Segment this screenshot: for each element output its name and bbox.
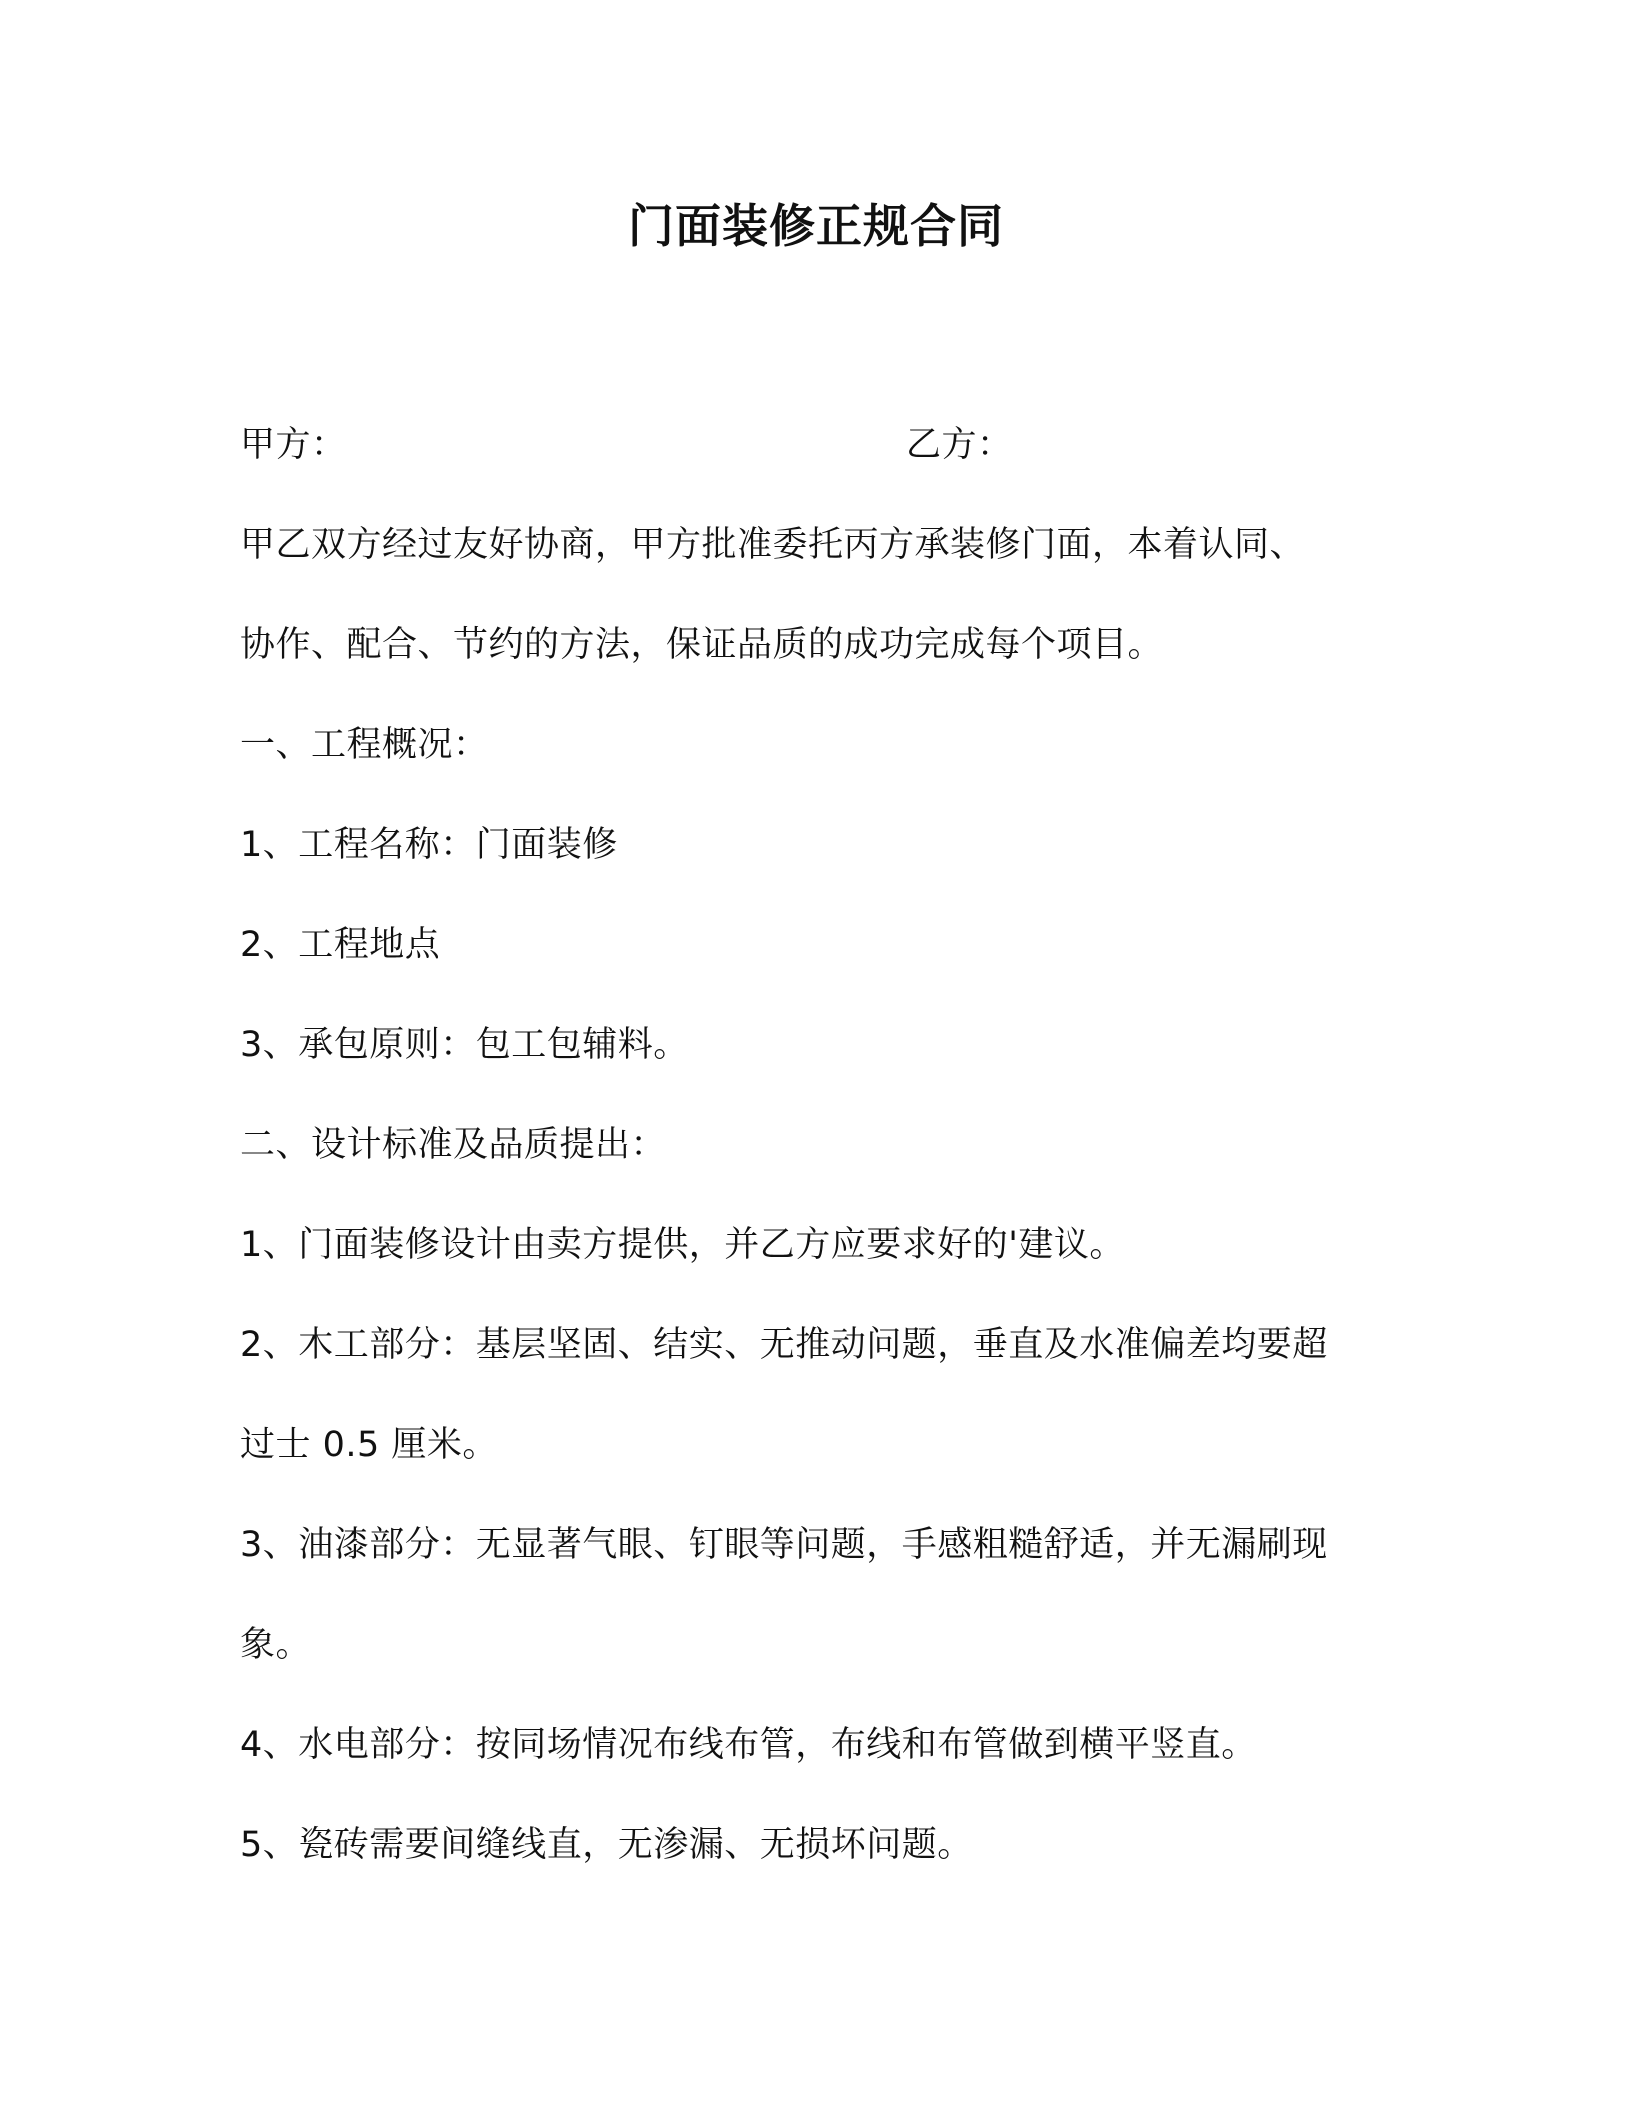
list-item-continuation: 过士 0.5 厘米。 <box>240 1425 498 1465</box>
paragraph-line: 协作、配合、节约的方法，保证品质的成功完成每个项目。 <box>240 625 1164 665</box>
list-item: 2、木工部分：基层坚固、结实、无推动问题，垂直及水准偏差均要超 <box>240 1325 1328 1365</box>
section-heading: 二、设计标准及品质提出： <box>240 1125 667 1165</box>
list-item: 1、工程名称：门面装修 <box>240 825 618 865</box>
list-item: 4、水电部分：按同场情况布线布管，布线和布管做到横平竖直。 <box>240 1725 1257 1765</box>
section-heading: 一、工程概况： <box>240 725 489 765</box>
paragraph-line: 甲乙双方经过友好协商，甲方批准委托丙方承装修门面，本着认同、 <box>240 525 1306 565</box>
party-b-label: 乙方： <box>906 425 1013 465</box>
list-item: 5、瓷砖需要间缝线直，无渗漏、无损坏问题。 <box>240 1825 973 1865</box>
document-title: 门面装修正规合同 <box>628 199 1004 253</box>
list-item: 3、油漆部分：无显著气眼、钉眼等问题，手感粗糙舒适，并无漏刷现 <box>240 1525 1328 1565</box>
list-item-continuation: 象。 <box>240 1625 312 1665</box>
list-item: 2、工程地点 <box>240 925 441 965</box>
party-a-label: 甲方： <box>240 425 347 465</box>
list-item: 1、门面装修设计由卖方提供，并乙方应要求好的'建议。 <box>240 1225 1125 1265</box>
list-item: 3、承包原则：包工包辅料。 <box>240 1025 689 1065</box>
